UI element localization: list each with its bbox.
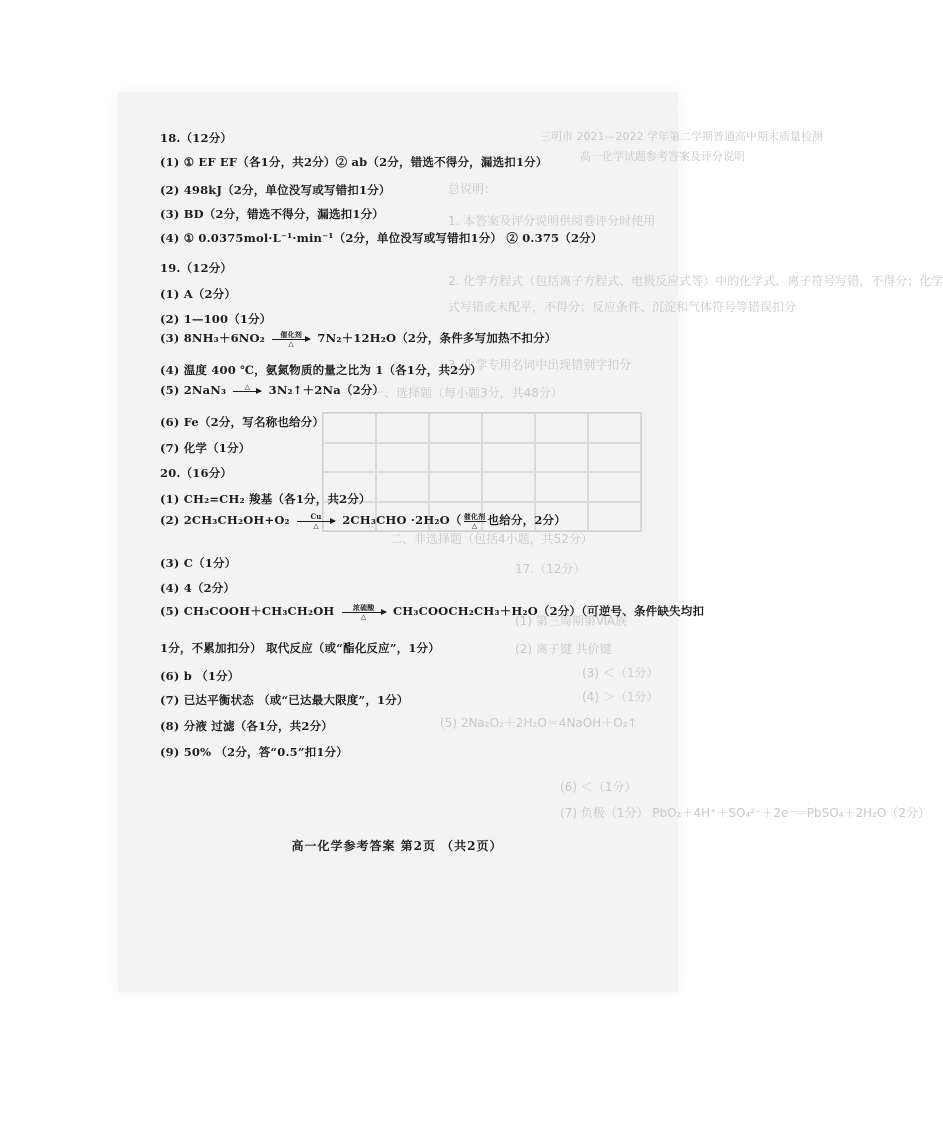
arrow-icon xyxy=(272,339,310,340)
q20-answer-8: (8) 分液 过滤（各1分，共2分） xyxy=(160,719,333,733)
bleed-note-3: 3. 化学专用名词中出现错别字扣分 xyxy=(448,358,632,372)
q19-answer-4: (4) 温度 400 ℃，氨氮物质的量之比为 1（各1分，共2分） xyxy=(160,363,482,377)
q20-header: 20.（16分） xyxy=(160,466,233,480)
q20-answer-3: (3) C（1分） xyxy=(160,556,237,570)
alt-condition-bottom: △ xyxy=(471,520,478,530)
bleed-note-2: 2. 化学方程式（包括离子方程式、电极反应式等）中的化学式、离子符号写错，不得分；化学 xyxy=(448,274,943,288)
q18-answer-2: (2) 498kJ（2分，单位没写或写错扣1分） xyxy=(160,183,391,197)
q20-answer-1: (1) CH₂=CH₂ 羧基（各1分，共2分） xyxy=(160,492,371,506)
bleed-note-1: 1. 本答案及评分说明供阅卷评分时使用 xyxy=(448,214,656,228)
q19-answer-7: (7) 化学（1分） xyxy=(160,441,251,455)
arrow-condition-bottom: △ xyxy=(288,338,294,348)
bleed-q17: 17.（12分） xyxy=(515,562,586,576)
q19-header: 19.（12分） xyxy=(160,261,233,275)
q20-eq5-reactants: (5) CH₃COOH＋CH₃CH₂OH xyxy=(160,604,335,618)
arrow-condition-bottom: △ xyxy=(313,520,319,530)
bleed-q17-3: (3) ＜（1分） xyxy=(582,666,659,680)
arrow-condition-top: 催化剂 xyxy=(280,329,302,339)
q19-answer-1: (1) A（2分） xyxy=(160,287,237,301)
reaction-arrow xyxy=(233,383,261,400)
q19-eq5-reactants: (5) 2NaN₃ xyxy=(160,383,227,397)
arrow-condition-bottom: △ xyxy=(360,611,367,621)
q20-answer-6: (6) b （1分） xyxy=(160,669,240,683)
bleed-subtitle: 高一化学试题参考答案及评分说明 xyxy=(580,150,745,163)
q20-eq2-reactants: (2) 2CH₃CH₂OH+O₂ xyxy=(160,513,290,527)
q20-answer-5 xyxy=(160,603,704,621)
bleed-q17-2: (2) 离子键 共价键 xyxy=(515,642,612,656)
arrow-condition-top: △ xyxy=(244,381,251,391)
bleed-note-heading: 总说明： xyxy=(448,182,497,196)
q20-eq2-note: 也给分，2分） xyxy=(487,513,566,527)
q20-eq5-products: CH₃COOCH₂CH₃＋H₂O（2分）（可逆号、条件缺失均扣 xyxy=(392,604,705,618)
q20-answer-5-cont: 1分，不累加扣分） 取代反应（或“酯化反应”，1分） xyxy=(160,641,440,655)
q19-answer-6: (6) Fe（2分，写名称也给分） xyxy=(160,415,325,429)
bleed-q17-1: (1) 第三周期第ⅥA族 xyxy=(515,614,628,628)
bleed-section-1: 一、选择题（每小题3分，共48分） xyxy=(372,386,563,400)
q18-answer-1: (1) ① EF EF（各1分，共2分）② ab（2分，错选不得分，漏选扣1分） xyxy=(160,155,548,169)
q20-answer-7: (7) 已达平衡状态 （或“已达最大限度”，1分） xyxy=(160,693,409,707)
q19-answer-2: (2) 1—100（1分） xyxy=(160,312,272,326)
page-footer: 高一化学参考答案 第2页 （共2页） xyxy=(291,839,503,853)
bleed-q17-7: (7) 负极（1分） PbO₂＋4H⁺＋SO₄²⁻＋2e⁻＝PbSO₄＋2H₂O（2分） xyxy=(560,806,931,820)
q19-answer-3 xyxy=(160,330,557,348)
reaction-arrow xyxy=(297,513,335,530)
q18-answer-4: (4) ① 0.0375mol·L⁻¹·min⁻¹（2分，单位没写或写错扣1分） ② 0.375（2分） xyxy=(160,231,603,245)
reaction-arrow xyxy=(272,331,310,348)
bleed-section-2: 二、非选择题（包括4小题，共52分） xyxy=(390,532,593,546)
arrow-icon xyxy=(342,612,386,613)
q19-answer-5 xyxy=(160,382,384,400)
q19-eq5-products: 3N₂↑＋2Na（2分） xyxy=(268,383,385,397)
bleed-q17-4: (4) ＞（1分） xyxy=(582,690,659,704)
arrow-icon xyxy=(297,521,335,522)
arrow-condition-top: 浓硫酸 xyxy=(352,602,375,612)
bleed-q17-6: (6) ＜（1分） xyxy=(560,780,637,794)
bleed-title: 三明市 2021—2022 学年第二学期普通高中期末质量检测 xyxy=(540,130,823,143)
arrow-icon xyxy=(233,391,261,392)
q20-answer-9: (9) 50% （2分，答“0.5”扣1分） xyxy=(160,745,348,759)
arrow-condition-top: Cu xyxy=(310,511,322,521)
q19-eq3-reactants: (3) 8NH₃＋6NO₂ xyxy=(160,331,265,345)
q18-answer-3: (3) BD（2分，错选不得分，漏选扣1分） xyxy=(160,207,384,221)
alt-condition xyxy=(464,513,486,530)
bleed-note-2b: 式写错或未配平，不得分；反应条件、沉淀和气体符号等错误扣分 xyxy=(448,300,797,314)
q20-eq2-products: 2CH₃CHO ·2H₂O（ xyxy=(342,513,462,527)
q20-answer-4: (4) 4（2分） xyxy=(160,581,236,595)
q20-answer-2 xyxy=(160,512,566,530)
q18-header: 18.（12分） xyxy=(160,131,233,145)
q19-eq3-products: 7N₂＋12H₂O（2分，条件多写加热不扣分） xyxy=(317,331,557,345)
reaction-arrow xyxy=(342,604,386,621)
bleed-q17-5: (5) 2Na₂O₂＋2H₂O＝4NaOH＋O₂↑ xyxy=(440,716,638,730)
alt-condition-top: 催化剂 xyxy=(463,511,486,521)
